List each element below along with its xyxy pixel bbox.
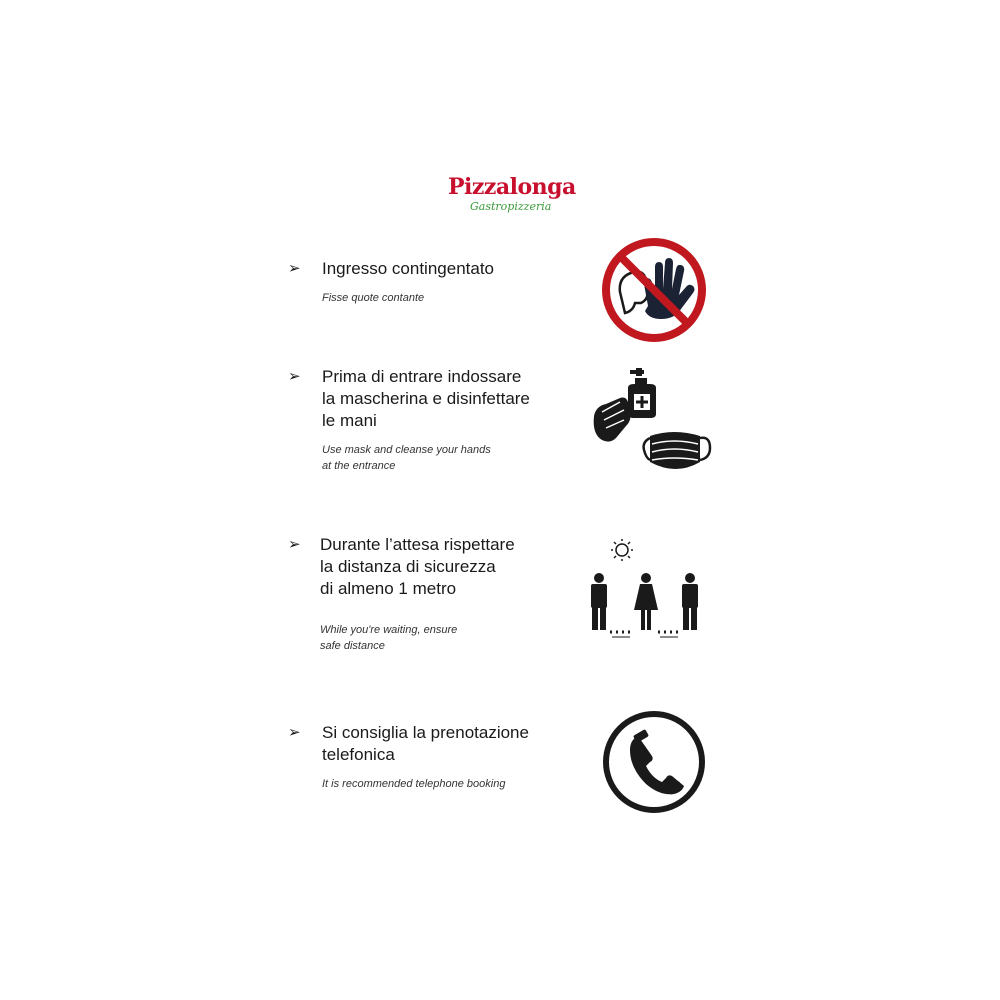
no-entry-hand-icon bbox=[598, 234, 710, 346]
logo-name: Pizzalonga bbox=[448, 174, 576, 200]
arrow-bullet-icon: ➢ bbox=[288, 724, 301, 741]
arrow-bullet-icon: ➢ bbox=[288, 260, 301, 277]
brand-logo bbox=[440, 172, 576, 224]
rule-item-mask-sanitize bbox=[288, 366, 588, 476]
rule-item-entry-limit bbox=[288, 258, 588, 318]
logo-tagline: Gastropizzeria bbox=[470, 200, 552, 213]
mask-gloves-sanitizer-icon bbox=[590, 364, 715, 479]
rule-item-phone-booking bbox=[288, 722, 588, 802]
rule-subtitle: Use mask and cleanse your hands at the entrance bbox=[322, 444, 491, 472]
rule-title: Prima di entrare indossare la mascherina e disinfettare le mani bbox=[322, 367, 530, 430]
rule-title: Si consiglia la prenotazione telefonica bbox=[322, 723, 529, 764]
rule-subtitle: It is recommended telephone booking bbox=[322, 778, 506, 790]
social-distancing-icon bbox=[582, 538, 710, 648]
rule-title: Durante l’attesa rispettare la distanza di sicurezza di almeno 1 metro bbox=[320, 535, 515, 598]
rule-item-distance bbox=[288, 534, 588, 664]
arrow-bullet-icon: ➢ bbox=[288, 536, 301, 553]
phone-icon bbox=[598, 710, 710, 814]
rule-subtitle: Fisse quote contante bbox=[322, 292, 425, 304]
rule-subtitle: While you're waiting, ensure safe distance bbox=[320, 624, 458, 652]
arrow-bullet-icon: ➢ bbox=[288, 368, 301, 385]
rule-title: Ingresso contingentato bbox=[322, 259, 495, 278]
